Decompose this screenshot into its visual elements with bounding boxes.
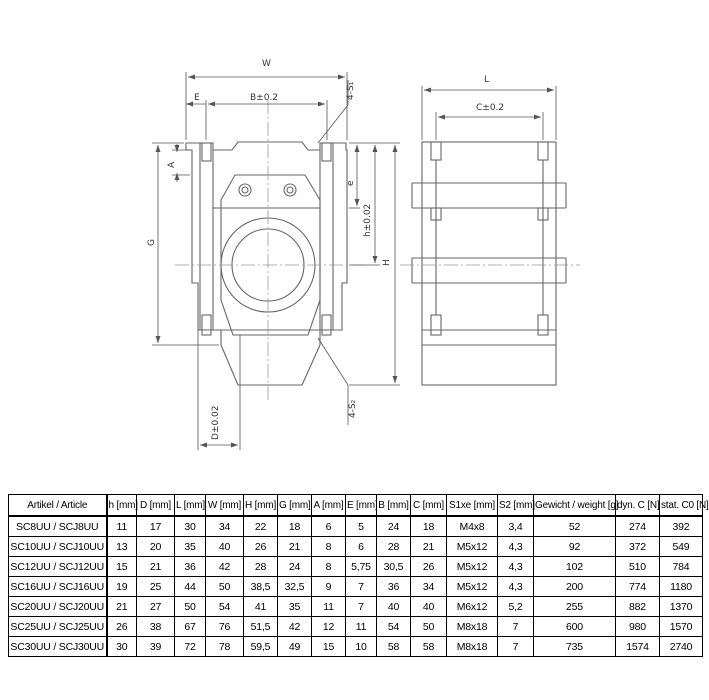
table-cell: 7 <box>346 577 377 597</box>
column-header: W [mm] <box>206 495 244 517</box>
table-cell: 39 <box>137 637 175 657</box>
bearing-housing <box>221 175 320 335</box>
table-cell: 4,3 <box>498 557 534 577</box>
table-cell: 27 <box>137 597 175 617</box>
table-cell: 49 <box>278 637 312 657</box>
table-cell: M8x18 <box>447 617 498 637</box>
table-cell: 1574 <box>616 637 660 657</box>
column-header: E [mm] <box>346 495 377 517</box>
table-cell: 26 <box>107 617 137 637</box>
table-cell: 41 <box>244 597 278 617</box>
table-cell: 5,75 <box>346 557 377 577</box>
table-cell: 392 <box>660 516 703 537</box>
column-header: A [mm] <box>312 495 346 517</box>
article-cell: SC16UU / SCJ16UU <box>9 577 107 597</box>
table-cell: 35 <box>175 537 206 557</box>
table-cell: 274 <box>616 516 660 537</box>
table-cell: 4,3 <box>498 577 534 597</box>
article-cell: SC25UU / SCJ25UU <box>9 617 107 637</box>
table-cell: M5x12 <box>447 557 498 577</box>
table-cell: M8x18 <box>447 637 498 657</box>
table-cell: 7 <box>498 617 534 637</box>
table-cell: 32,5 <box>278 577 312 597</box>
front-dimensions <box>152 72 400 450</box>
table-row <box>9 617 703 637</box>
front-view <box>186 142 347 385</box>
column-header: stat. C0 [N] <box>660 495 703 517</box>
label-S2: 4-S₂ <box>348 399 358 418</box>
article-cell: SC8UU / SCJ8UU <box>9 516 107 537</box>
table-cell: 40 <box>411 597 447 617</box>
article-cell: SC30UU / SCJ30UU <box>9 637 107 657</box>
table-cell: 51,5 <box>244 617 278 637</box>
table-cell: 28 <box>244 557 278 577</box>
table-cell: 40 <box>206 537 244 557</box>
table-cell: 30 <box>107 637 137 657</box>
table-cell: 25 <box>137 577 175 597</box>
article-cell: SC20UU / SCJ20UU <box>9 597 107 617</box>
table-cell: 11 <box>107 516 137 537</box>
table-row <box>9 577 703 597</box>
table-cell: 15 <box>312 637 346 657</box>
label-D: D±0.02 <box>211 405 221 440</box>
table-cell: 59,5 <box>244 637 278 657</box>
table-cell: 774 <box>616 577 660 597</box>
table-cell: 4,3 <box>498 537 534 557</box>
article-cell: SC12UU / SCJ12UU <box>9 557 107 577</box>
column-header: G [mm] <box>278 495 312 517</box>
table-cell: 42 <box>278 617 312 637</box>
table-cell: M5x12 <box>447 537 498 557</box>
table-cell: 102 <box>534 557 616 577</box>
table-cell: 50 <box>411 617 447 637</box>
table-row <box>9 637 703 657</box>
table-cell: 510 <box>616 557 660 577</box>
front-centerlines <box>175 100 365 400</box>
table-cell: 2740 <box>660 637 703 657</box>
table-cell: 28 <box>377 537 411 557</box>
table-cell: 12 <box>312 617 346 637</box>
table-header-row <box>9 495 703 517</box>
table-cell: 9 <box>312 577 346 597</box>
table-cell: 92 <box>534 537 616 557</box>
table-cell: 76 <box>206 617 244 637</box>
table-cell: 5 <box>346 516 377 537</box>
table-row <box>9 597 703 617</box>
label-e: e <box>346 180 356 186</box>
table-cell: 22 <box>244 516 278 537</box>
column-header: L [mm] <box>175 495 206 517</box>
table-cell: 34 <box>411 577 447 597</box>
table-cell: 5,2 <box>498 597 534 617</box>
table-row <box>9 516 703 537</box>
table-cell: 21 <box>411 537 447 557</box>
table-cell: 30,5 <box>377 557 411 577</box>
table-cell: M4x8 <box>447 516 498 537</box>
table-cell: 50 <box>206 577 244 597</box>
table-cell: 980 <box>616 617 660 637</box>
table-row <box>9 557 703 577</box>
table-cell: 11 <box>312 597 346 617</box>
table-cell: 784 <box>660 557 703 577</box>
specification-table <box>8 494 709 657</box>
column-header: H [mm] <box>244 495 278 517</box>
table-cell: 1370 <box>660 597 703 617</box>
table-cell: 8 <box>312 557 346 577</box>
column-header: S2 [mm] <box>498 495 534 517</box>
table-cell: 26 <box>411 557 447 577</box>
table-cell: 54 <box>206 597 244 617</box>
front-view-body-outline <box>186 142 347 385</box>
table-cell: 42 <box>206 557 244 577</box>
table-cell: 549 <box>660 537 703 557</box>
article-cell: SC10UU / SCJ10UU <box>9 537 107 557</box>
label-E: E <box>194 93 200 103</box>
label-h: h±0.02 <box>363 203 373 237</box>
table-cell: 20 <box>137 537 175 557</box>
side-view <box>412 142 566 385</box>
column-header: h [mm] <box>107 495 137 517</box>
table-cell: 24 <box>377 516 411 537</box>
table-cell: 10 <box>346 637 377 657</box>
table-cell: 54 <box>377 617 411 637</box>
table-cell: 6 <box>312 516 346 537</box>
table-cell: 44 <box>175 577 206 597</box>
table-cell: 600 <box>534 617 616 637</box>
table-cell: 3,4 <box>498 516 534 537</box>
column-header: S1xe [mm] <box>447 495 498 517</box>
front-labels <box>147 59 392 440</box>
table-cell: 36 <box>175 557 206 577</box>
table-cell: 1570 <box>660 617 703 637</box>
table-cell: 1180 <box>660 577 703 597</box>
table-cell: 200 <box>534 577 616 597</box>
table-cell: 882 <box>616 597 660 617</box>
table-cell: 7 <box>346 597 377 617</box>
table-cell: 52 <box>534 516 616 537</box>
column-header: C [mm] <box>411 495 447 517</box>
table-cell: 38,5 <box>244 577 278 597</box>
column-header: dyn. C [N] <box>616 495 660 517</box>
table-cell: M5x12 <box>447 577 498 597</box>
label-B: B±0.2 <box>250 93 279 103</box>
table-cell: 58 <box>411 637 447 657</box>
table-cell: 24 <box>278 557 312 577</box>
label-H: H <box>382 259 392 266</box>
column-header: Artikel / Article <box>9 495 107 517</box>
table-cell: 26 <box>244 537 278 557</box>
table-cell: 13 <box>107 537 137 557</box>
side-labels <box>476 75 504 113</box>
table-cell: 255 <box>534 597 616 617</box>
table-cell: 735 <box>534 637 616 657</box>
table-cell: 40 <box>377 597 411 617</box>
column-header: B [mm] <box>377 495 411 517</box>
table-cell: 7 <box>498 637 534 657</box>
side-dimensions <box>422 86 556 140</box>
table-cell: 35 <box>278 597 312 617</box>
table-cell: 21 <box>278 537 312 557</box>
label-L: L <box>484 75 490 85</box>
label-W: W <box>262 59 271 69</box>
table-cell: 38 <box>137 617 175 637</box>
label-S1: 4-S₁ <box>346 81 356 100</box>
table-cell: 15 <box>107 557 137 577</box>
table-cell: 58 <box>377 637 411 657</box>
table-body <box>9 516 703 657</box>
label-C: C±0.2 <box>476 103 505 113</box>
table-cell: 50 <box>175 597 206 617</box>
table-cell: M6x12 <box>447 597 498 617</box>
table-cell: 34 <box>206 516 244 537</box>
table-cell: 36 <box>377 577 411 597</box>
table-cell: 30 <box>175 516 206 537</box>
table-cell: 17 <box>137 516 175 537</box>
table-cell: 372 <box>616 537 660 557</box>
table-cell: 18 <box>411 516 447 537</box>
table-cell: 11 <box>346 617 377 637</box>
table-cell: 72 <box>175 637 206 657</box>
table-cell: 6 <box>346 537 377 557</box>
table-row <box>9 537 703 557</box>
table-cell: 21 <box>137 557 175 577</box>
table-cell: 19 <box>107 577 137 597</box>
table-cell: 8 <box>312 537 346 557</box>
label-G: G <box>147 239 157 246</box>
table-cell: 21 <box>107 597 137 617</box>
table-cell: 67 <box>175 617 206 637</box>
column-header: Gewicht / weight [g] <box>534 495 616 517</box>
column-header: D [mm] <box>137 495 175 517</box>
table-cell: 78 <box>206 637 244 657</box>
label-A: A <box>167 161 177 168</box>
table-cell: 18 <box>278 516 312 537</box>
